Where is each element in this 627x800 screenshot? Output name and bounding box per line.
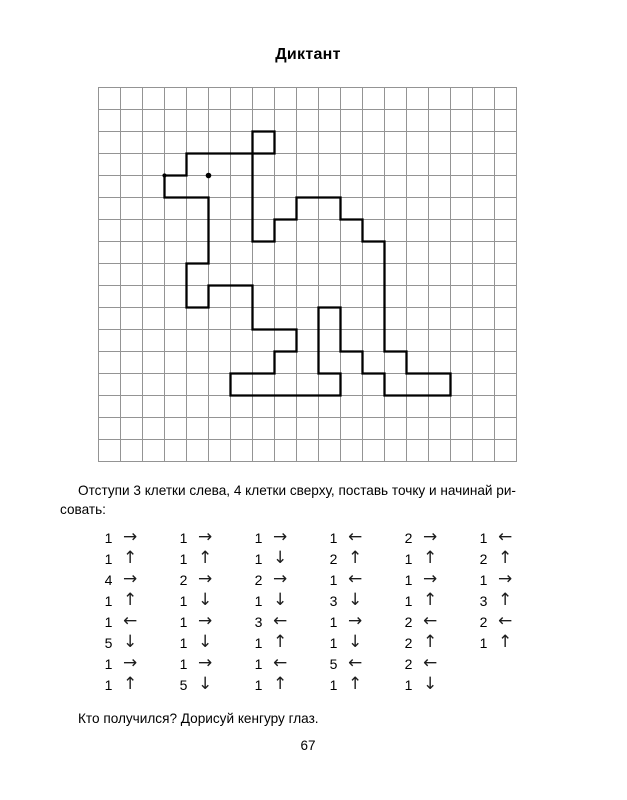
step-count: 1 xyxy=(104,529,113,546)
dictation-step xyxy=(403,548,478,569)
dictation-column-3 xyxy=(253,527,328,695)
step-count: 1 xyxy=(104,592,113,609)
arrow-right-icon: → xyxy=(273,569,288,589)
step-count: 2 xyxy=(179,571,188,588)
step-count: 2 xyxy=(404,634,413,651)
step-count: 1 xyxy=(404,592,413,609)
step-count: 5 xyxy=(104,634,113,651)
arrow-down-icon: ↓ xyxy=(198,590,213,610)
step-count: 1 xyxy=(104,676,113,693)
dictation-step xyxy=(103,548,178,569)
step-count: 2 xyxy=(479,613,488,630)
arrow-right-icon: → xyxy=(198,611,213,631)
dictation-step xyxy=(403,590,478,611)
step-count: 1 xyxy=(479,529,488,546)
dictation-step xyxy=(103,527,178,548)
instruction-line-1: Отступи 3 клетки слева, 4 клетки сверху, поставь точку и начинай ри- xyxy=(78,483,516,498)
dictation-step xyxy=(178,653,253,674)
dictation-steps-table xyxy=(103,527,553,695)
step-count: 1 xyxy=(479,634,488,651)
start-point-dot xyxy=(162,173,166,177)
arrow-left-icon: ← xyxy=(498,611,513,631)
arrow-right-icon: → xyxy=(498,569,513,589)
step-count: 2 xyxy=(254,571,263,588)
dictation-step xyxy=(253,632,328,653)
step-count: 1 xyxy=(104,613,113,630)
step-count: 1 xyxy=(179,634,188,651)
arrow-right-icon: → xyxy=(198,527,213,547)
arrow-right-icon: → xyxy=(123,653,138,673)
arrow-up-icon: ↑ xyxy=(273,632,288,652)
arrow-up-icon: ↑ xyxy=(498,632,513,652)
page-title: Диктант xyxy=(275,46,341,63)
eye-dot xyxy=(206,173,212,179)
page-number: 67 xyxy=(300,738,316,753)
arrow-up-icon: ↑ xyxy=(423,590,438,610)
dictation-step xyxy=(328,569,403,590)
step-count: 1 xyxy=(254,655,263,672)
step-count: 1 xyxy=(404,676,413,693)
dictation-step xyxy=(103,674,178,695)
arrow-down-icon: ↓ xyxy=(123,632,138,652)
arrow-left-icon: ← xyxy=(348,653,363,673)
step-count: 1 xyxy=(329,676,338,693)
step-count: 1 xyxy=(254,634,263,651)
arrow-up-icon: ↑ xyxy=(123,590,138,610)
arrow-left-icon: ← xyxy=(273,611,288,631)
step-count: 1 xyxy=(404,571,413,588)
dictation-step xyxy=(178,611,253,632)
step-count: 1 xyxy=(179,655,188,672)
arrow-up-icon: ↑ xyxy=(348,548,363,568)
dictation-step xyxy=(478,569,553,590)
arrow-up-icon: ↑ xyxy=(498,590,513,610)
dictation-step xyxy=(478,527,553,548)
dictation-step xyxy=(478,590,553,611)
arrow-right-icon: → xyxy=(423,569,438,589)
dictation-step xyxy=(103,611,178,632)
dictation-step xyxy=(103,569,178,590)
dictation-step xyxy=(403,611,478,632)
step-count: 1 xyxy=(254,529,263,546)
arrow-left-icon: ← xyxy=(423,611,438,631)
arrow-right-icon: → xyxy=(198,569,213,589)
dictation-step xyxy=(103,653,178,674)
grid-lines xyxy=(98,87,517,462)
dictation-step xyxy=(178,527,253,548)
dictation-step xyxy=(178,674,253,695)
arrow-left-icon: ← xyxy=(348,569,363,589)
dictation-step xyxy=(403,653,478,674)
arrow-down-icon: ↓ xyxy=(198,674,213,694)
dictation-step xyxy=(253,674,328,695)
instruction-text xyxy=(60,481,565,519)
arrow-up-icon: ↑ xyxy=(348,674,363,694)
dictation-column-1 xyxy=(103,527,178,695)
dictation-step xyxy=(328,527,403,548)
dictation-step xyxy=(328,548,403,569)
arrow-left-icon: ← xyxy=(348,527,363,547)
arrow-left-icon: ← xyxy=(123,611,138,631)
dictation-step xyxy=(328,674,403,695)
step-count: 1 xyxy=(179,592,188,609)
dictation-step xyxy=(328,611,403,632)
step-count: 1 xyxy=(329,529,338,546)
arrow-right-icon: → xyxy=(348,611,363,631)
dictation-step xyxy=(253,548,328,569)
step-count: 3 xyxy=(329,592,338,609)
arrow-left-icon: ← xyxy=(423,653,438,673)
dictation-grid xyxy=(98,87,517,462)
question-text: Кто получился? Дорисуй кенгуру глаз. xyxy=(78,711,319,726)
step-count: 2 xyxy=(404,529,413,546)
dictation-step xyxy=(103,590,178,611)
arrow-up-icon: ↑ xyxy=(273,674,288,694)
dictation-step xyxy=(253,590,328,611)
dictation-step xyxy=(403,569,478,590)
step-count: 2 xyxy=(404,613,413,630)
step-count: 1 xyxy=(179,529,188,546)
arrow-up-icon: ↑ xyxy=(123,674,138,694)
step-count: 2 xyxy=(329,550,338,567)
arrow-down-icon: ↓ xyxy=(273,590,288,610)
step-count: 1 xyxy=(104,655,113,672)
arrow-down-icon: ↓ xyxy=(348,590,363,610)
arrow-right-icon: → xyxy=(273,527,288,547)
dictation-step xyxy=(403,674,478,695)
step-count: 1 xyxy=(329,571,338,588)
step-count: 1 xyxy=(179,550,188,567)
dictation-column-5 xyxy=(403,527,478,695)
dictation-column-2 xyxy=(178,527,253,695)
arrow-right-icon: → xyxy=(198,653,213,673)
dictation-column-4 xyxy=(328,527,403,695)
dictation-step xyxy=(253,653,328,674)
step-count: 3 xyxy=(479,592,488,609)
dictation-step xyxy=(328,590,403,611)
dictation-step xyxy=(253,527,328,548)
dictation-step xyxy=(178,548,253,569)
dictation-step xyxy=(478,632,553,653)
dictation-step xyxy=(253,569,328,590)
step-count: 5 xyxy=(329,655,338,672)
step-count: 3 xyxy=(254,613,263,630)
step-count: 1 xyxy=(254,550,263,567)
dictation-step xyxy=(403,527,478,548)
step-count: 1 xyxy=(404,550,413,567)
instruction-line-2: совать: xyxy=(60,502,106,517)
step-count: 2 xyxy=(479,550,488,567)
arrow-down-icon: ↓ xyxy=(348,632,363,652)
arrow-up-icon: ↑ xyxy=(123,548,138,568)
dictation-step xyxy=(403,632,478,653)
arrow-down-icon: ↓ xyxy=(273,548,288,568)
arrow-left-icon: ← xyxy=(498,527,513,547)
dictation-step xyxy=(178,569,253,590)
grid-figure-svg xyxy=(98,87,517,462)
step-count: 1 xyxy=(479,571,488,588)
arrow-up-icon: ↑ xyxy=(198,548,213,568)
dictation-step xyxy=(328,653,403,674)
step-count: 1 xyxy=(104,550,113,567)
arrow-left-icon: ← xyxy=(273,653,288,673)
dictation-step xyxy=(478,611,553,632)
dictation-step xyxy=(178,590,253,611)
dictation-column-6 xyxy=(478,527,553,695)
step-count: 1 xyxy=(329,613,338,630)
dictation-step xyxy=(478,548,553,569)
dictation-step xyxy=(253,611,328,632)
arrow-right-icon: → xyxy=(123,569,138,589)
step-count: 1 xyxy=(329,634,338,651)
arrow-up-icon: ↑ xyxy=(498,548,513,568)
dictation-step xyxy=(328,632,403,653)
arrow-down-icon: ↓ xyxy=(198,632,213,652)
arrow-right-icon: → xyxy=(423,527,438,547)
step-count: 2 xyxy=(404,655,413,672)
step-count: 4 xyxy=(104,571,113,588)
arrow-down-icon: ↓ xyxy=(423,674,438,694)
dictation-step xyxy=(103,632,178,653)
arrow-up-icon: ↑ xyxy=(423,632,438,652)
step-count: 1 xyxy=(179,613,188,630)
step-count: 1 xyxy=(254,592,263,609)
dictation-step xyxy=(178,632,253,653)
step-count: 5 xyxy=(179,676,188,693)
arrow-up-icon: ↑ xyxy=(423,548,438,568)
arrow-right-icon: → xyxy=(123,527,138,547)
step-count: 1 xyxy=(254,676,263,693)
